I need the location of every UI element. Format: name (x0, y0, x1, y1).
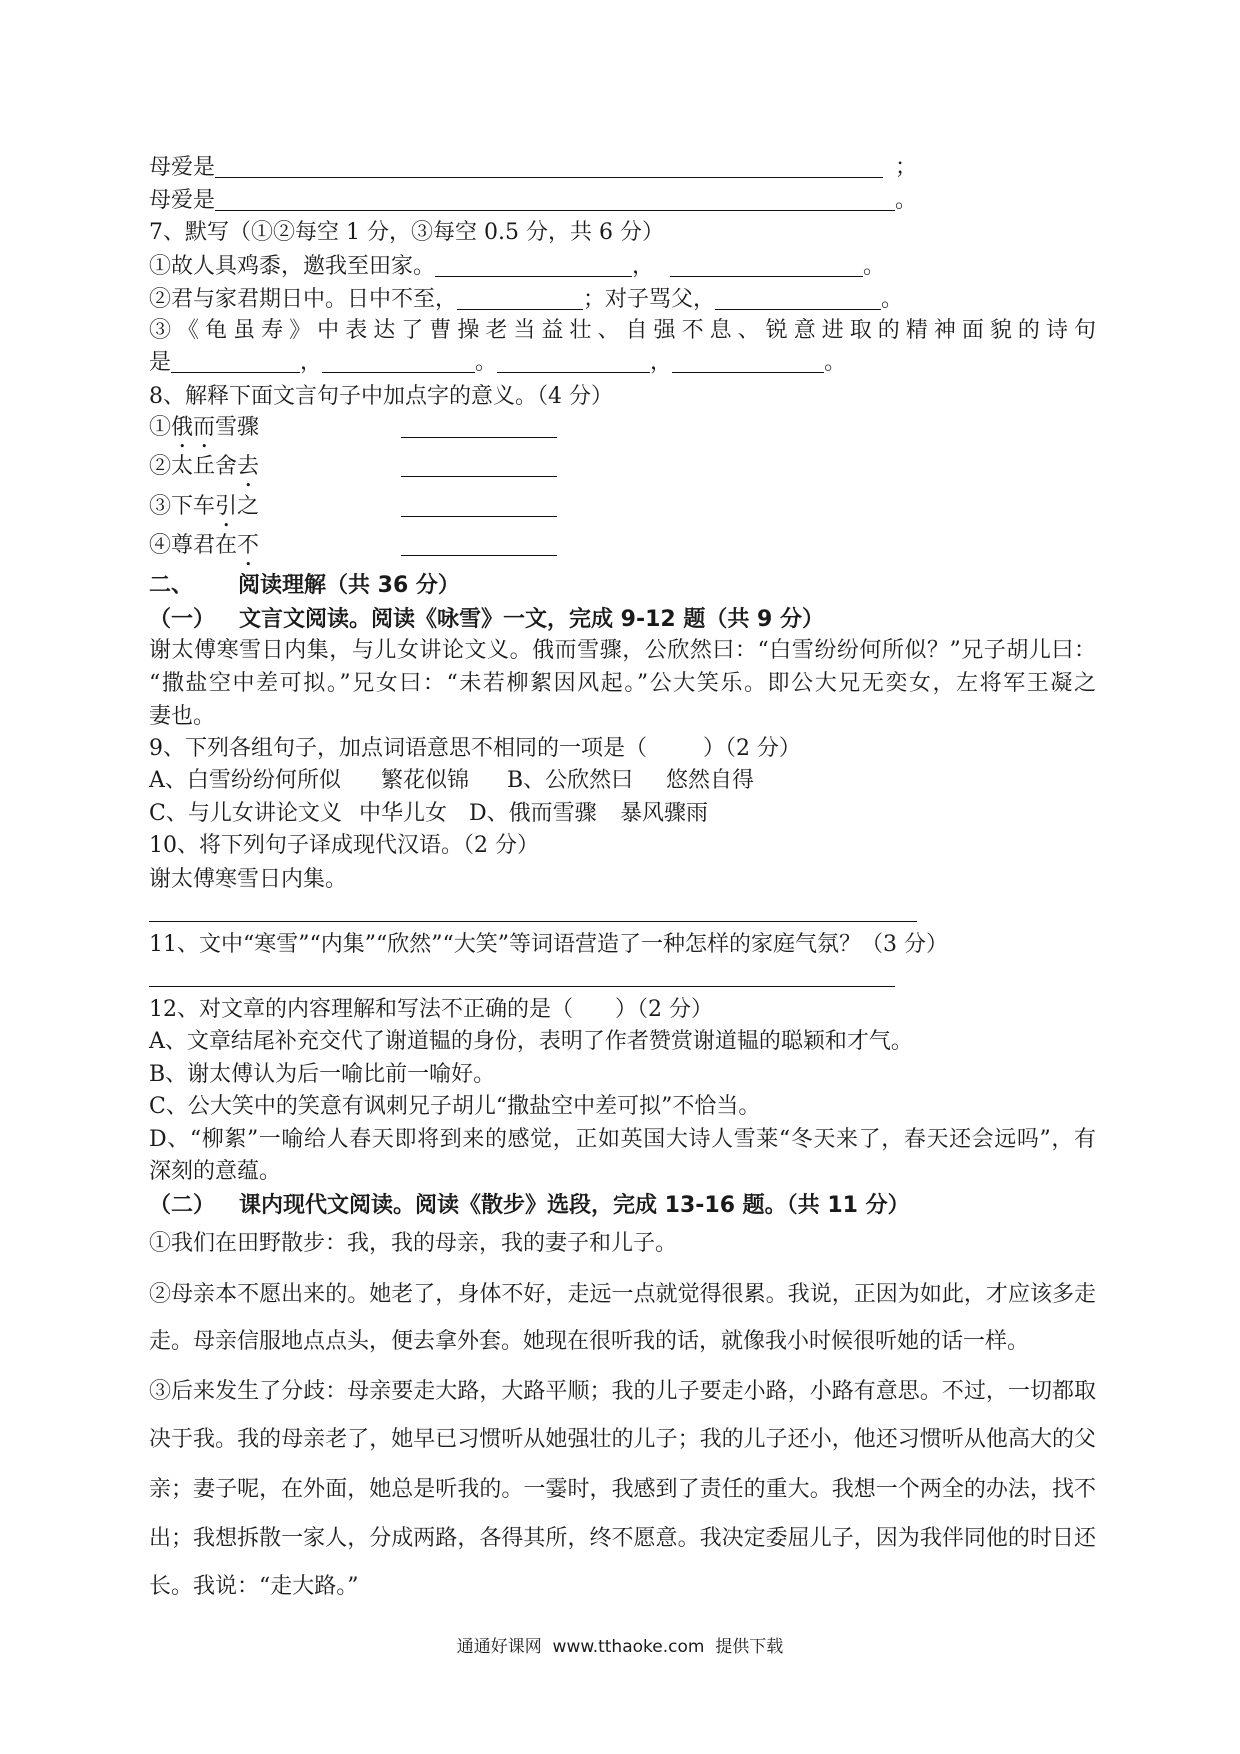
fill-line-2 (149, 186, 917, 216)
q8-item-num: ② (149, 454, 172, 479)
section-2-number: （二） (149, 1193, 216, 1218)
answer-blank (401, 417, 557, 438)
section-2-heading (149, 1191, 1109, 1221)
q9-options-row-2 (149, 799, 1109, 829)
part-2-number: 二、 (149, 573, 194, 598)
q8-item-dotted-word: 引 (215, 494, 238, 519)
answer-blank (215, 190, 895, 211)
q12-stem: 12、对文章的内容理解和写法不正确的是（ ）（2 分） (149, 997, 713, 1022)
q8-item-pre: 太丘舍 (171, 454, 238, 479)
q7-title: 7、默写（①②每空 1 分，③每空 0.5 分，共 6 分） (149, 220, 664, 245)
q8-item (149, 492, 557, 522)
q9-option-d-phrase: 暴风骤雨 (620, 801, 709, 826)
fill-line-2-suffix: 。 (895, 188, 918, 213)
essay-line: 决于我。我的母亲老了，她早已习惯听从她强壮的儿子；我的儿子还小，他还习惯听从他高大的父 (149, 1427, 1096, 1452)
q8-title: 8、解释下面文言句子中加点字的意义。（4 分） (149, 384, 613, 409)
q10-stem: 10、将下列句子译成现代汉语。（2 分） (149, 833, 539, 858)
essay-line: 出；我想拆散一家人，分成两路，各得其所，终不愿意。我决定委屈儿子，因为我伴同他的时日还 (149, 1526, 1096, 1551)
q9-option-b-sentence: B、公欣然曰 (507, 768, 634, 793)
answer-blank (497, 352, 650, 373)
answer-blank (401, 456, 557, 477)
passage-line: “撒盐空中差可拟。”兄女曰：“未若柳絮因风起。”公大笑乐。即公大兄无奕女，左将军王凝之 (149, 671, 1096, 696)
q9-option-a-sentence: A、白雪纷纷何所似 (149, 768, 341, 793)
essay-line: ①我们在田野散步：我，我的母亲，我的妻子和儿子。 (149, 1231, 678, 1256)
part-2-title: 阅读理解（共 36 分） (238, 573, 460, 598)
section-1-title: 文言文阅读。阅读《咏雪》一文，完成 9-12 题（共 9 分） (239, 607, 824, 632)
q7-item-1-text: ①故人具鸡黍，邀我至田家。 (149, 254, 436, 279)
fill-line-1-prefix: 母爱是 (149, 155, 216, 180)
q9-option-c-sentence: C、与儿女讲论文义 (149, 801, 342, 826)
q7-item-1 (149, 252, 885, 282)
q8-item (149, 413, 557, 443)
q8-item-post: 之 (237, 494, 260, 519)
essay-line: ②母亲本不愿出来的。她老了，身体不好，走远一点就觉得很累。我说，正因为如此，才应该多走 (149, 1282, 1096, 1307)
essay-line: ③后来发生了分歧：母亲要走大路，大路平顺；我的儿子要走小路，小路有意思。不过，一切都取 (149, 1379, 1096, 1404)
q12-option-d: D、“柳絮”一喻给人春天即将到来的感觉，正如英国大诗人雪莱“冬天来了，春天还会远吗”，有 (149, 1127, 1096, 1152)
answer-blank (670, 256, 863, 277)
q7-item-2-text: ②君与家君期日中。日中不至， (149, 287, 458, 312)
q12-option-c: C、公大笑中的笑意有讽刺兄子胡儿“撒盐空中差可拟”不恰当。 (149, 1094, 761, 1119)
fill-line-1-suffix: ； (895, 155, 918, 180)
q7-item-3-end-2: 。 (824, 350, 847, 375)
answer-blank (171, 352, 300, 373)
q8-item-num: ① (149, 415, 172, 440)
q8-item (149, 452, 557, 482)
q8-item-num: ③ (149, 494, 172, 519)
q7-item-3-text: ③《龟虽寿》中表达了曹操老当益壮、自强不息、锐意进取的精神面貌的诗句 (149, 318, 1096, 343)
section-2-title: 课内现代文阅读。阅读《散步》选段，完成 13-16 题。（共 11 分） (239, 1193, 910, 1218)
answer-blank (672, 352, 824, 373)
q7-item-3-sep-1: ， (300, 350, 323, 375)
q8-item-dotted-word: 不 (237, 533, 260, 558)
q9-options-row-1 (149, 766, 1109, 796)
answer-blank (715, 289, 881, 310)
q12-option-d-continued: 深刻的意蕴。 (149, 1159, 282, 1184)
answer-blank (322, 352, 475, 373)
q9-option-c-phrase: 中华儿女 (359, 801, 448, 826)
answer-blank (435, 256, 632, 277)
q12-option-a: A、文章结尾补充交代了谢道韫的身份，表明了作者赞赏谢道韫的聪颖和才气。 (149, 1029, 913, 1054)
q12-option-b: B、谢太傅认为后一喻比前一喻好。 (149, 1062, 496, 1087)
q7-item-1-end: 。 (863, 254, 886, 279)
section-1-heading (149, 605, 1109, 635)
q8-item (149, 531, 557, 561)
q7-item-2-end: 。 (881, 287, 904, 312)
section-1-number: （一） (149, 607, 216, 632)
part-2-heading (149, 571, 1109, 601)
q7-item-3-lead: 是 (149, 350, 172, 375)
q7-item-2 (149, 285, 903, 315)
answer-blank (401, 535, 557, 556)
q7-item-1-sep: ， (632, 254, 655, 279)
q9-option-b-phrase: 悠然自得 (666, 768, 755, 793)
q7-item-3-answers (149, 348, 846, 378)
q8-item-pre: 尊君在 (171, 533, 238, 558)
q10-answer-line (149, 921, 917, 922)
passage-line: 妻也。 (149, 704, 216, 729)
q10-sentence: 谢太傅寒雪日内集。 (149, 867, 348, 892)
q11-answer-line (149, 986, 895, 987)
answer-blank (401, 496, 557, 517)
q8-item-dotted-word: 去 (237, 454, 260, 479)
q9-option-d-sentence: D、俄而雪骤 (469, 801, 597, 826)
q7-item-2-mid: ；对子骂父， (583, 287, 716, 312)
q9-stem: 9、下列各组句子，加点词语意思不相同的一项是（ ）（2 分） (149, 736, 801, 761)
page-footer: 通通好课网 www.tthaoke.com 提供下载 (456, 1637, 784, 1657)
q8-item-num: ④ (149, 533, 172, 558)
q11-stem: 11、文中“寒雪”“内集”“欣然”“大笑”等词语营造了一种怎样的家庭气氛？（3 分） (149, 932, 948, 957)
fill-line-1 (149, 153, 917, 183)
essay-line: 长。我说：“走大路。” (149, 1574, 359, 1599)
fill-line-2-prefix: 母爱是 (149, 188, 216, 213)
q7-item-3-sep-2: ， (650, 350, 673, 375)
q8-item-post: 雪骤 (215, 415, 260, 440)
essay-line: 亲；妻子呢，在外面，她总是听我的。一霎时，我感到了责任的重大。我想一个两全的办法，找不 (149, 1477, 1096, 1502)
q7-item-3-end-1: 。 (475, 350, 498, 375)
answer-blank (215, 157, 883, 178)
q8-item-pre: 下车 (171, 494, 216, 519)
essay-line: 走。母亲信服地点点头，便去拿外套。她现在很听我的话，就像我小时候很听她的话一样。 (149, 1329, 1030, 1354)
q8-item-dotted-word: 俄而 (171, 415, 216, 440)
answer-blank (457, 289, 583, 310)
passage-line: 谢太傅寒雪日内集，与儿女讲论文义。俄而雪骤，公欣然曰：“白雪纷纷何所似？”兄子胡儿曰： (149, 638, 1096, 663)
q9-option-a-phrase: 繁花似锦 (381, 768, 470, 793)
